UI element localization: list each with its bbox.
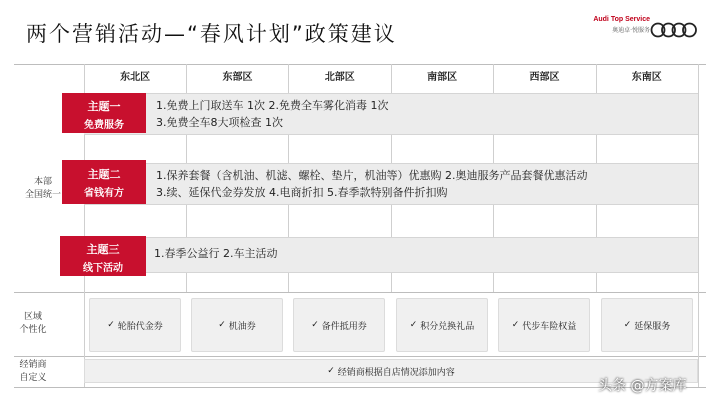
brand-name: Audi Top Service xyxy=(593,16,650,23)
check-icon: ✓ xyxy=(218,320,226,330)
theme-1-line: 1.免费上门取送车 1次 2.免费全车雾化消毒 1次 xyxy=(156,99,389,112)
grid-line-regional xyxy=(14,292,706,293)
check-icon: ✓ xyxy=(107,320,115,330)
regional-item-chip xyxy=(498,298,590,352)
region-header: 东部区 xyxy=(222,72,253,83)
regional-item-chip xyxy=(293,298,385,352)
theme-name: 主题一 xyxy=(87,100,121,113)
theme-tag-1 xyxy=(62,93,146,133)
watermark: 头条 @方案库 xyxy=(598,378,687,394)
side-label-line: 经销商 xyxy=(19,360,47,370)
regional-item-label: 积分兑换礼品 xyxy=(420,321,475,332)
check-icon: ✓ xyxy=(511,320,520,330)
dealer-custom-label: 经销商根据自店情况添加内容 xyxy=(337,367,455,378)
regional-item-chip xyxy=(601,298,693,352)
check-icon: ✓ xyxy=(327,366,335,376)
check-icon: ✓ xyxy=(623,320,632,330)
side-label-line: 区域 xyxy=(23,312,42,322)
grid-line-dealer xyxy=(14,356,706,357)
theme-sub: 省钱有方 xyxy=(84,188,124,199)
region-header: 东北区 xyxy=(120,72,151,83)
brand-block xyxy=(560,16,650,34)
regional-item-label: 轮胎代金券 xyxy=(117,321,163,332)
theme-tag-2 xyxy=(62,160,146,204)
check-icon: ✓ xyxy=(311,320,319,330)
regional-item-chip xyxy=(396,298,488,352)
theme-3-text xyxy=(154,245,278,262)
theme-3-line: 1.春季公益行 2.车主活动 xyxy=(154,247,278,260)
side-label-line: 自定义 xyxy=(19,373,47,383)
theme-tag-3 xyxy=(60,236,146,276)
grid-line-top xyxy=(14,64,706,65)
region-header: 南部区 xyxy=(427,72,458,83)
regional-item-label: 机油券 xyxy=(228,321,256,332)
region-header: 北部区 xyxy=(324,72,355,83)
regional-item-label: 备件抵用券 xyxy=(321,321,367,332)
page-title: 两个营销活动—“春风计划”政策建议 xyxy=(26,22,397,46)
theme-sub: 线下活动 xyxy=(83,263,123,274)
regional-item-label: 代步车险权益 xyxy=(522,321,577,332)
side-label-regional xyxy=(10,311,56,337)
audi-rings-logo-icon xyxy=(650,21,698,39)
theme-2-line: 1.保养套餐（含机油、机滤、螺栓、垫片，机油等）优惠购 2.奥迪服务产品套餐优惠活动 xyxy=(156,169,588,182)
side-label-dealer xyxy=(10,359,56,385)
theme-1-line: 3.免费全车8大项检查 1次 xyxy=(156,116,283,129)
regional-item-chip xyxy=(89,298,181,352)
side-label-line: 个性化 xyxy=(19,325,47,335)
theme-2-line: 3.续、延保代金券发放 4.电商折扣 5.春季款特别备件折扣购 xyxy=(156,186,448,199)
region-header: 西部区 xyxy=(529,72,560,83)
side-label-line: 本部 xyxy=(33,177,52,187)
grid-col-line xyxy=(698,64,699,387)
theme-sub: 免费服务 xyxy=(84,120,124,131)
side-label-national xyxy=(12,176,74,202)
theme-2-text xyxy=(156,167,587,201)
theme-name: 主题二 xyxy=(87,168,121,181)
side-label-line: 全国统一 xyxy=(24,190,61,200)
check-icon: ✓ xyxy=(409,320,418,330)
regional-item-chip xyxy=(191,298,283,352)
brand-subname: 奥迪卓·悦服务 xyxy=(612,27,650,34)
region-header: 东南区 xyxy=(631,72,662,83)
theme-1-text xyxy=(156,97,388,131)
regional-item-label: 延保服务 xyxy=(634,321,671,332)
theme-name: 主题三 xyxy=(86,243,120,256)
region-header-row xyxy=(84,67,698,89)
